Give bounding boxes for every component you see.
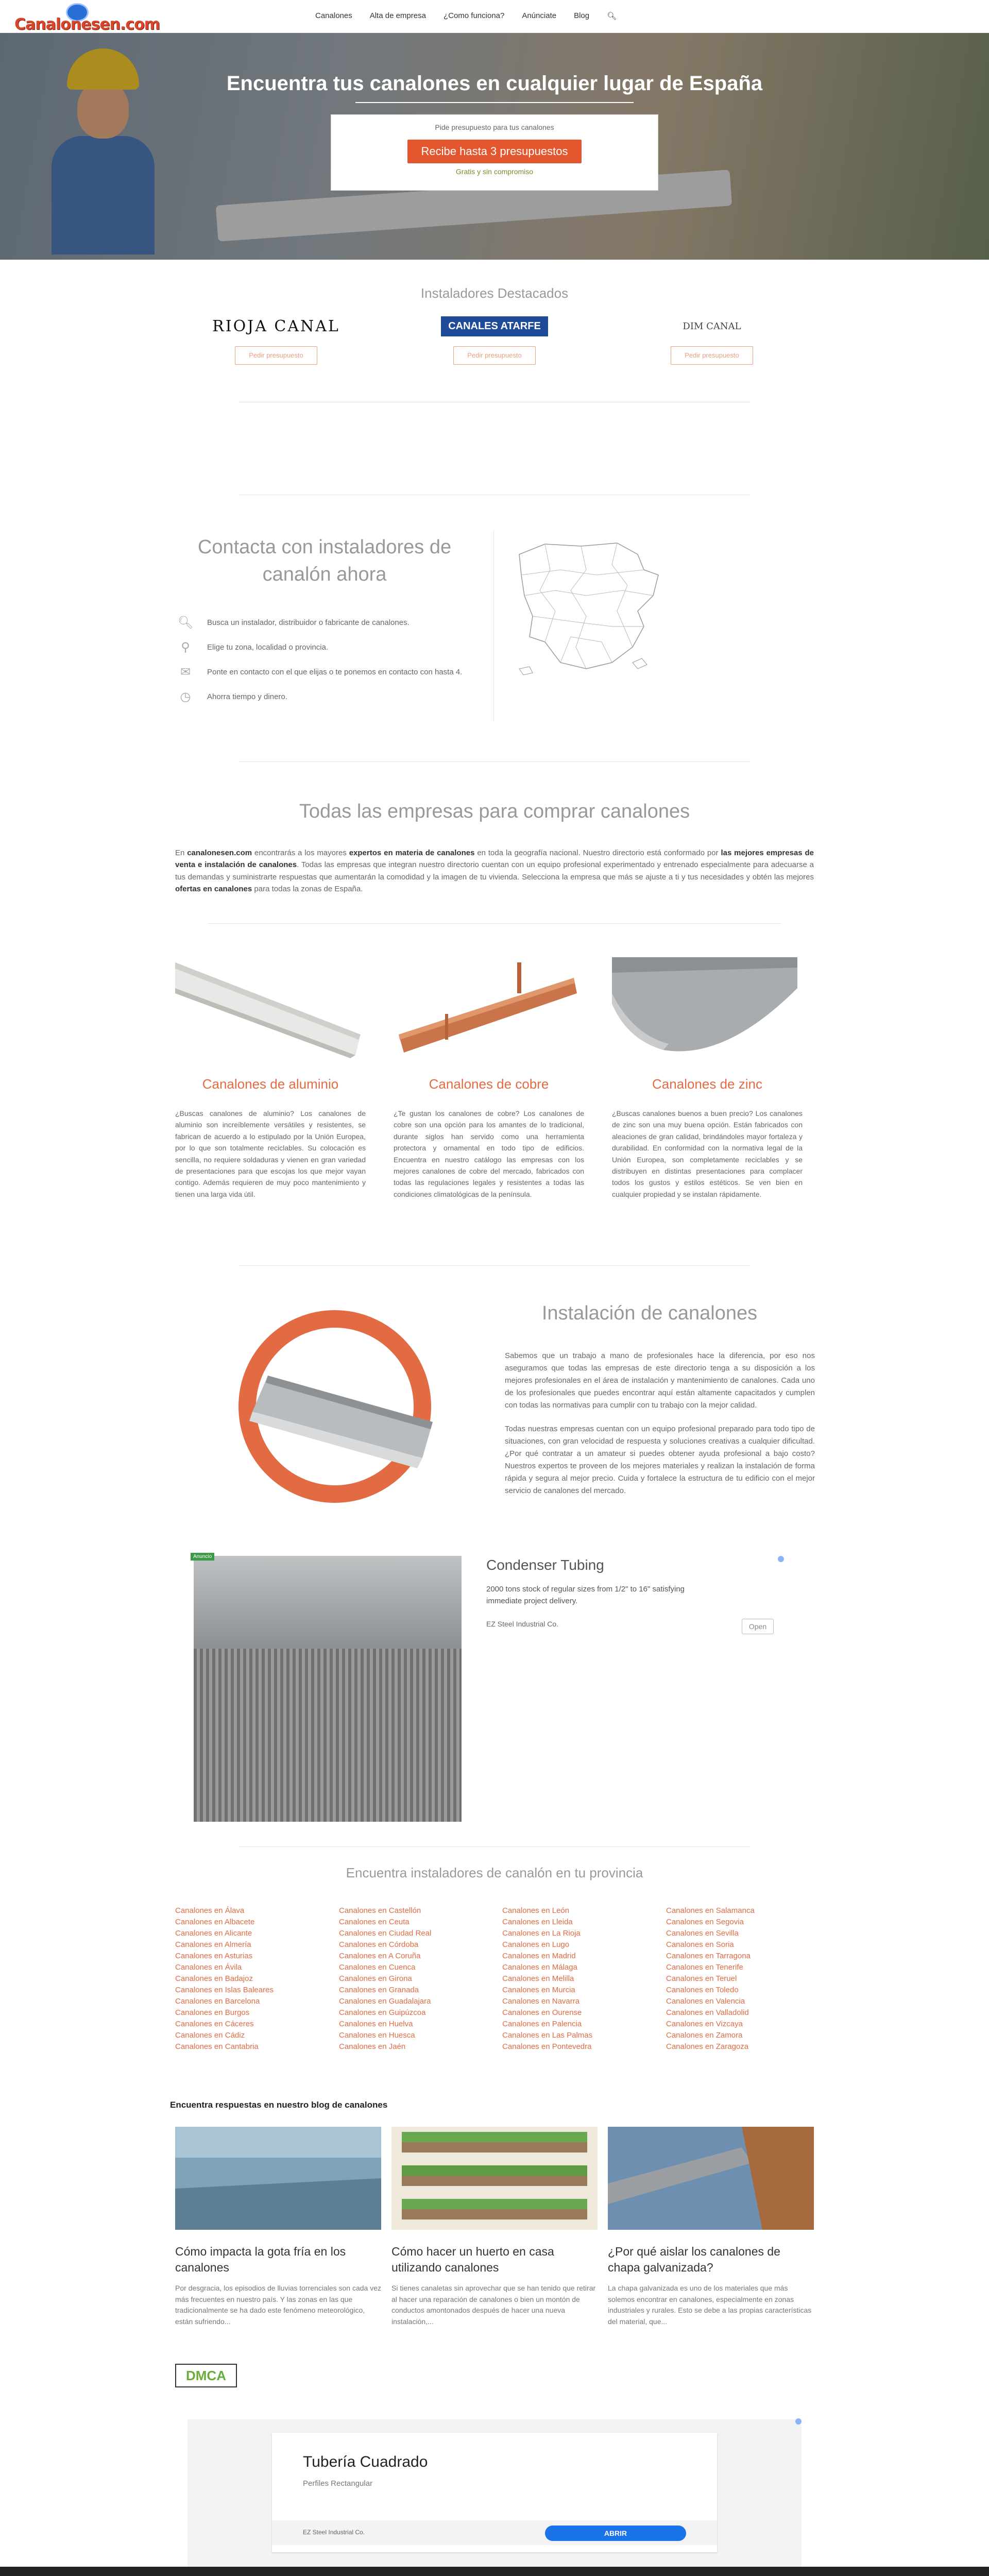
province-link[interactable]: Canalones en Córdoba (339, 1940, 419, 1949)
province-link[interactable]: Canalones en Teruel (666, 1974, 737, 1983)
request-quote-button[interactable]: Pedir presupuesto (453, 346, 536, 365)
ad-title[interactable]: Condenser Tubing (486, 1557, 604, 1573)
province-link[interactable]: Canalones en Navarra (502, 1997, 580, 2006)
hero-title: Encuentra tus canalones en cualquier lugar de España (226, 72, 763, 95)
installation-gutter-image (206, 1303, 464, 1520)
product-description: ¿Buscas canalones buenos a buen precio? Los canalones de zinc son una muy buena opción. Están fabricados con aleaciones de gran calidad, brindándoles mayor fortaleza y durabilidad. En conformidad con la normativa legal de la Unión Europea, son completamente reciclables y se distribuyen en distintas presentaciones para complacer todos los gustos y estilos estéticos. Se ven bien en cualquier propiedad y se instalan rápidamente. (612, 1109, 803, 1198)
province-link[interactable]: Canalones en Murcia (502, 1986, 575, 1994)
province-link[interactable]: Canalones en Palencia (502, 2020, 582, 2028)
province-link[interactable]: Canalones en Toledo (666, 1986, 739, 1994)
province-link[interactable]: Canalones en Zamora (666, 2031, 743, 2040)
request-quote-button[interactable]: Pedir presupuesto (671, 346, 753, 365)
province-link[interactable]: Canalones en Cuenca (339, 1963, 416, 1972)
blog-post-excerpt: Si tienes canaletas sin aprovechar que se han tenido que retirar al hacer una reparación de canalones o bien un montón de conductos amontonados después de hacer una nueva instalación,... (391, 2284, 596, 2326)
province-link[interactable]: Canalones en Zaragoza (666, 2042, 749, 2051)
province-link[interactable]: Canalones en Badajoz (175, 1974, 253, 1983)
nav-item-blog[interactable]: Blog (574, 11, 590, 20)
blog-post-excerpt: Por desgracia, los episodios de lluvias torrenciales son cada vez más frecuentes en nuestro país. Y las zonas en las que tradicionalmente se ha dado este fenómeno meteorológico, están sufriendo... (175, 2284, 381, 2326)
product-aluminio (175, 957, 366, 1200)
province-link[interactable]: Canalones en Huesca (339, 2031, 415, 2040)
featured-company-dim (635, 313, 789, 370)
product-zinc (612, 957, 803, 1200)
province-link[interactable]: Canalones en Segovia (666, 1918, 744, 1926)
product-cobre (394, 957, 584, 1200)
divider (239, 1265, 750, 1266)
province-link[interactable]: Canalones en Vizcaya (666, 2020, 743, 2028)
main-nav (315, 11, 617, 21)
province-link[interactable]: Canalones en Valencia (666, 1997, 745, 2006)
nav-item-anunciate[interactable]: Anúnciate (522, 11, 557, 20)
province-link[interactable]: Canalones en Pontevedra (502, 2042, 592, 2051)
logo-text: Canalonesen.com (14, 15, 160, 33)
province-link[interactable]: Canalones en La Rioja (502, 1929, 581, 1938)
intro-paragraph: En canalonesen.com encontrarás a los mayores expertos en materia de canalones en toda la geografía nacional. Nuestro directorio está conformado por las mejores empresas de venta e instalación de canalones. Todas las empresas que integran nuestro directorio cuentan con un equipo profesional experimentado y entrenado especialmente para adecuarse a tus demandas y suministrarte respuestas que aumentarán la comodidad y la imagen de tu vivienda. Selecciona la empresa que más se ajuste a ti y tus necesidades y obtén las mejores ofertas en canalones para todas la zonas de España. (175, 849, 814, 893)
search-icon: 🔍︎ (177, 615, 194, 630)
blog-post[interactable] (608, 2127, 814, 2328)
province-link[interactable]: Canalones en León (502, 1906, 570, 1915)
blog-post-title[interactable]: ¿Por qué aislar los canalones de chapa galvanizada? (608, 2245, 780, 2275)
province-link[interactable]: Canalones en Almería (175, 1940, 251, 1949)
nav-item-como-funciona[interactable]: ¿Como funciona? (443, 11, 505, 20)
product-description: ¿Te gustan los canalones de cobre? Los canalones de cobre son una opción para los amantes de lo tradicional, durante siglos han servido como una herramienta protectora y ornamental en todo tipo de edificios. Encuentra en nuestro catálogo las empresas con los mejores canalones de cobre del mercado, fabricados con todas las regulaciones legales y resistentes a todas las condiciones climatológicas de la península. (394, 1109, 584, 1198)
province-link[interactable]: Canalones en Ciudad Real (339, 1929, 432, 1938)
province-link[interactable]: Canalones en Valladolid (666, 2008, 749, 2017)
province-link[interactable]: Canalones en Soria (666, 1940, 734, 1949)
province-link[interactable]: Canalones en Castellón (339, 1906, 421, 1915)
advertisement-condenser-tubing[interactable] (191, 1553, 788, 1825)
province-link[interactable]: Canalones en Málaga (502, 1963, 577, 1972)
copper-gutter-image (394, 957, 579, 1060)
blog-heading: Encuentra respuestas en nuestro blog de canalones (170, 2100, 388, 2110)
ad-open-button[interactable]: Open (742, 1619, 774, 1634)
quote-box-text: Pide presupuesto para tus canalones (435, 123, 554, 131)
installation-title: Instalación de canalones (541, 1302, 758, 1324)
map-marker-icon: ⚲ (181, 640, 190, 654)
province-link[interactable]: Canalones en Jaén (339, 2042, 406, 2051)
ad-label: Anuncio (191, 1553, 214, 1561)
installation-text (505, 1350, 815, 1509)
province-link[interactable]: Canalones en Barcelona (175, 1997, 260, 2006)
featured-company-rioja (199, 313, 353, 370)
province-link[interactable]: Canalones en Lleida (502, 1918, 573, 1926)
ad-company: EZ Steel Industrial Co. (486, 1620, 559, 1628)
divider (208, 923, 781, 924)
ad-title[interactable]: Tubería Cuadrado (303, 2453, 428, 2470)
featured-title: Instaladores Destacados (420, 285, 569, 301)
ad-steel-pipes-image (194, 1556, 462, 1822)
contact-title: Contacta con instaladores de canalón ahora (197, 536, 452, 586)
province-column (175, 1905, 330, 2053)
province-link[interactable]: Canalones en Las Palmas (502, 2031, 593, 2040)
divider (239, 761, 750, 762)
ad-info-icon[interactable] (795, 2418, 802, 2425)
ad-footer (272, 2520, 717, 2545)
province-link[interactable]: Canalones en Sevilla (666, 1929, 739, 1938)
vertical-garden-image (391, 2127, 598, 2230)
province-link[interactable]: Canalones en Lugo (502, 1940, 570, 1949)
nav-item-alta-empresa[interactable]: Alta de empresa (369, 11, 426, 20)
province-link[interactable]: Canalones en Ceuta (339, 1918, 410, 1926)
search-icon[interactable]: 🔍︎ (607, 12, 617, 21)
ad-card[interactable] (272, 2433, 717, 2552)
vertical-divider (493, 530, 494, 721)
step-item: ◷ Ahorra tiempo y dinero. (175, 684, 474, 709)
galvanized-gutter-image (608, 2127, 814, 2230)
dmca-badge[interactable]: DMCA (175, 2364, 237, 2387)
ad-info-icon[interactable] (778, 1556, 784, 1562)
top-navigation-bar (0, 0, 989, 33)
hero-banner (0, 33, 989, 260)
province-link[interactable]: Canalones en Madrid (502, 1952, 576, 1960)
province-link[interactable]: Canalones en Cáceres (175, 2020, 254, 2028)
province-link[interactable]: Canalones en Ávila (175, 1963, 242, 1972)
province-link[interactable]: Canalones en Cantabria (175, 2042, 259, 2051)
province-column (666, 1905, 821, 2053)
province-link[interactable]: Canalones en Islas Baleares (175, 1986, 274, 1994)
ad-company: EZ Steel Industrial Co. (303, 2529, 365, 2536)
rioja-canal-logo[interactable]: RIOJA CANAL (212, 317, 340, 335)
blog-post-title[interactable]: Cómo hacer un huerto en casa utilizando canalones (391, 2245, 554, 2275)
step-item: 🔍︎ Busca un instalador, distribuidor o fabricante de canalones. (175, 610, 474, 635)
province-link[interactable]: Canalones en Burgos (175, 2008, 250, 2017)
blog-post-excerpt: La chapa galvanizada es uno de los materiales que más solemos encontrar en canalones, especialmente en zonas industriales y rurales. Esto se debe a las propias características del material, que... (608, 2284, 812, 2326)
footer (0, 2567, 989, 2576)
province-link[interactable]: Canalones en Álava (175, 1906, 245, 1915)
site-logo[interactable] (14, 3, 160, 33)
province-column (339, 1905, 493, 2053)
blog-post[interactable] (175, 2127, 381, 2328)
province-link[interactable]: Canalones en Huelva (339, 2020, 413, 2028)
province-link[interactable]: Canalones en Granada (339, 1986, 419, 1994)
rain-image (175, 2127, 381, 2230)
request-quote-button[interactable]: Pedir presupuesto (235, 346, 317, 365)
quote-box-subtext: Gratis y sin compromiso (455, 167, 534, 176)
ad-description: 2000 tons stock of regular sizes from 1/2" to 16" satisfying immediate project delivery. (486, 1585, 685, 1605)
province-link[interactable]: Canalones en Salamanca (666, 1906, 755, 1915)
province-link[interactable]: Canalones en A Coruña (339, 1952, 421, 1960)
spain-provinces-map[interactable] (509, 534, 661, 678)
province-link[interactable]: Canalones en Ourense (502, 2008, 582, 2017)
province-link[interactable]: Canalones en Asturias (175, 1952, 253, 1960)
installation-paragraph: Todas nuestras empresas cuentan con un equipo profesional preparado para todo tipo de situaciones, con gran velocidad de respuesta y soluciones creativas a cualquier dificultad. ¿Por qué contratar a un amateur si puedes obtener ayuda profesional a bajo costo? Nuestros expertos te proveen de los mejores materiales y realizan la instalación de forma rápida y segura al mejor precio. Cuida y fortalece la estructura de tu edificio con el mejor servicio de canalones del mercado. (505, 1425, 815, 1495)
province-link[interactable]: Canalones en Tarragona (666, 1952, 751, 1960)
quote-box (331, 114, 658, 191)
province-link[interactable]: Canalones en Tenerife (666, 1963, 743, 1972)
province-link[interactable]: Canalones en Guadalajara (339, 1997, 431, 2006)
step-item: ⚲ Elige tu zona, localidad o provincia. (175, 635, 474, 659)
blog-post[interactable] (391, 2127, 598, 2328)
nav-item-canalones[interactable]: Canalones (315, 11, 352, 20)
installation-paragraph: Sabemos que un trabajo a mano de profesionales hace la diferencia, por eso nos aseguramos que todas las empresas de este directorio tenga a su disposición a los mejores profesionales en el área de instalación y mantenimiento de canalones. Cada uno de los profesionales que puedes encontrar aquí están altamente capacitados y cumplen con todas las normativas para cumplir con tu trabajo con la mejor calidad. (505, 1351, 815, 1410)
step-item: ✉ Ponte en contacto con el que elijas o te ponemos en contacto con hasta 4. (175, 659, 474, 684)
provinces-title: Encuentra instaladores de canalón en tu provincia (346, 1865, 643, 1880)
ad-subtitle: Perfiles Rectangular (303, 2479, 373, 2488)
aluminum-gutter-image (175, 957, 361, 1060)
province-link[interactable]: Canalones en Albacete (175, 1918, 255, 1926)
divider (239, 1846, 750, 1847)
zinc-gutter-image (612, 957, 797, 1060)
province-link[interactable]: Canalones en Guipúzcoa (339, 2008, 426, 2017)
province-link[interactable]: Canalones en Girona (339, 1974, 412, 1983)
dim-canal-logo[interactable]: DIM CANAL (683, 320, 741, 332)
blog-post-title[interactable]: Cómo impacta la gota fría en los canalones (175, 2245, 346, 2275)
hero-title-underline (355, 102, 634, 103)
contact-steps (175, 610, 474, 709)
featured-company-atarfe (417, 313, 572, 370)
province-link[interactable]: Canalones en Alicante (175, 1929, 252, 1938)
clock-icon: ◷ (180, 689, 191, 704)
ad-open-button[interactable]: ABRIR (545, 2526, 686, 2541)
get-quotes-button[interactable]: Recibe hasta 3 presupuestos (407, 140, 582, 163)
product-title[interactable]: Canalones de zinc (652, 1076, 762, 1092)
envelope-icon: ✉ (180, 665, 191, 679)
province-column (502, 1905, 657, 2053)
companies-title: Todas las empresas para comprar canalones (299, 801, 690, 822)
province-link[interactable]: Canalones en Cádiz (175, 2031, 245, 2040)
product-title[interactable]: Canalones de aluminio (202, 1076, 339, 1092)
product-description: ¿Buscas canalones de aluminio? Los canalones de aluminio son increíblemente versátiles y resistentes, se fabrican de acuerdo a lo estipulado por la Unión Europea, por lo que son totalmente reciclables. Su colocación es sencilla, no requiere soldaduras y vienen en gran variedad de presentaciones para que escojas los que mejor vayan contigo. Además requieren de muy poco mantenimiento y tienen una larga vida útil. (175, 1109, 366, 1198)
advertisement-tuberia[interactable] (187, 2419, 802, 2567)
product-title[interactable]: Canalones de cobre (429, 1076, 549, 1092)
canales-atarfe-logo[interactable]: CANALES ATARFE (441, 316, 548, 336)
province-link[interactable]: Canalones en Melilla (502, 1974, 574, 1983)
